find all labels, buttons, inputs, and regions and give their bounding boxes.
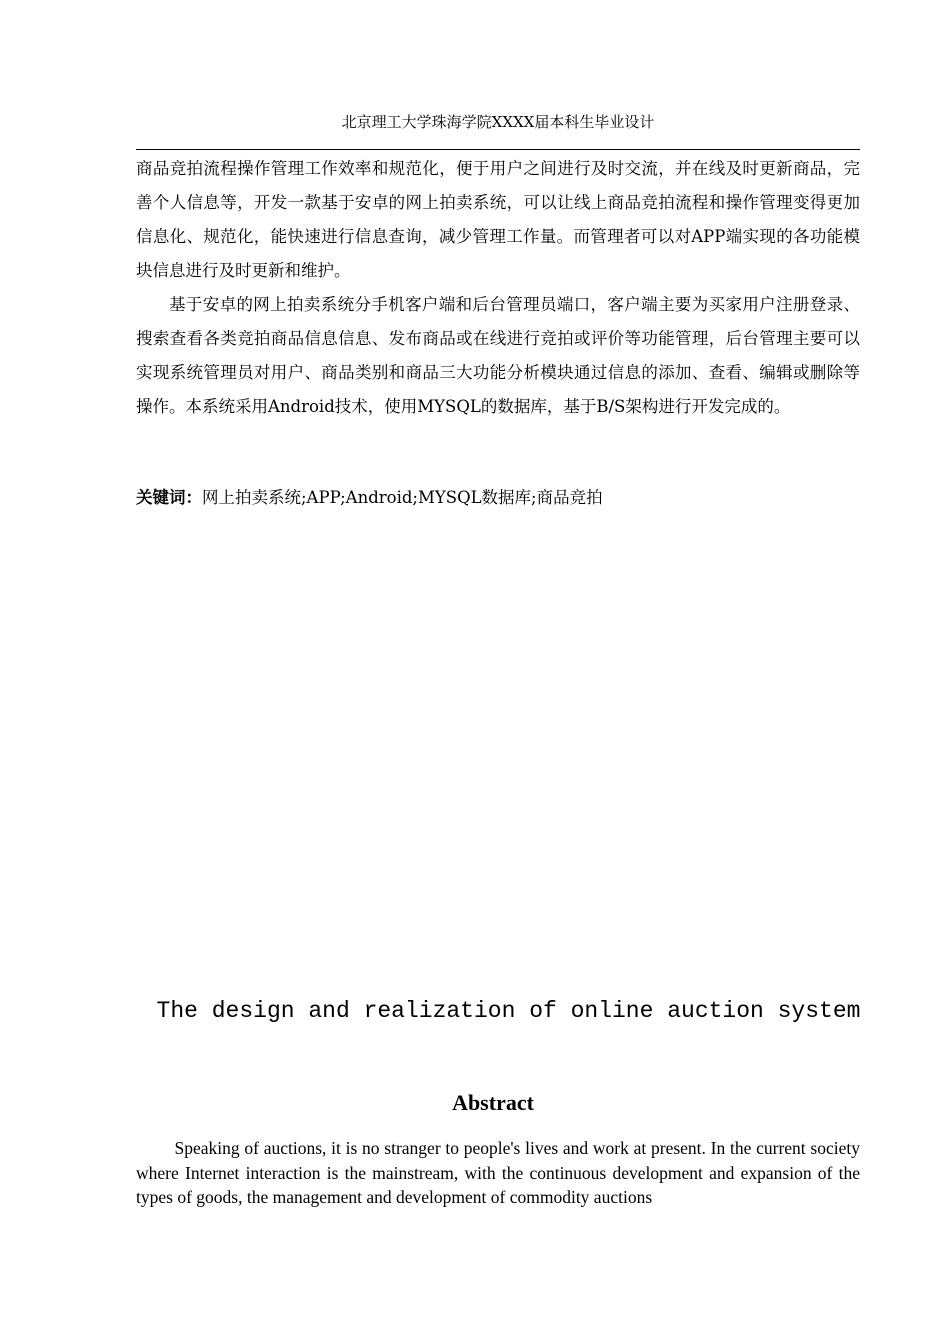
chinese-keywords bbox=[136, 484, 860, 512]
keywords-label: 关键词： bbox=[136, 488, 202, 507]
keywords-list: 网上拍卖系统;APP;Android;MYSQL数据库;商品竞拍 bbox=[202, 488, 603, 507]
abstract-heading: Abstract bbox=[452, 1090, 534, 1115]
chinese-paragraph-continued: 商品竞拍流程操作管理工作效率和规范化，便于用户之间进行及时交流，并在线及时更新商品，完善个人信息等，开发一款基于安卓的网上拍卖系统，可以让线上商品竞拍流程和操作管理变得更加信息化、规范化，能快速进行信息查询，减少管理工作量。而管理者可以对APP端实现的各功能模块信息进行及时更新和维护。 bbox=[136, 159, 860, 280]
english-title: The design and realization of online auction system bbox=[156, 998, 861, 1024]
chinese-paragraph: 基于安卓的网上拍卖系统分手机客户端和后台管理员端口，客户端主要为买家用户注册登录、搜索查看各类竞拍商品信息信息、发布商品或在线进行竞拍或评价等功能管理，后台管理主要可以实现系统管理员对用户、商品类别和商品三大功能分析模块通过信息的添加、查看、编辑或删除等操作。本系统采用Android技术，使用MYSQL的数据库，基于B/S架构进行开发完成的。 bbox=[136, 295, 860, 416]
page-header-title: 北京理工大学珠海学院XXXX届本科生毕业设计 bbox=[341, 113, 655, 131]
chinese-abstract-body bbox=[136, 152, 860, 424]
english-abstract-paragraph: Speaking of auctions, it is no stranger to people's lives and work at present. In the current society where Internet interaction is the mainstream, with the continuous development and expansion of the types of goods, the management and development of commodity auctions bbox=[136, 1138, 860, 1207]
header-divider bbox=[136, 149, 860, 150]
